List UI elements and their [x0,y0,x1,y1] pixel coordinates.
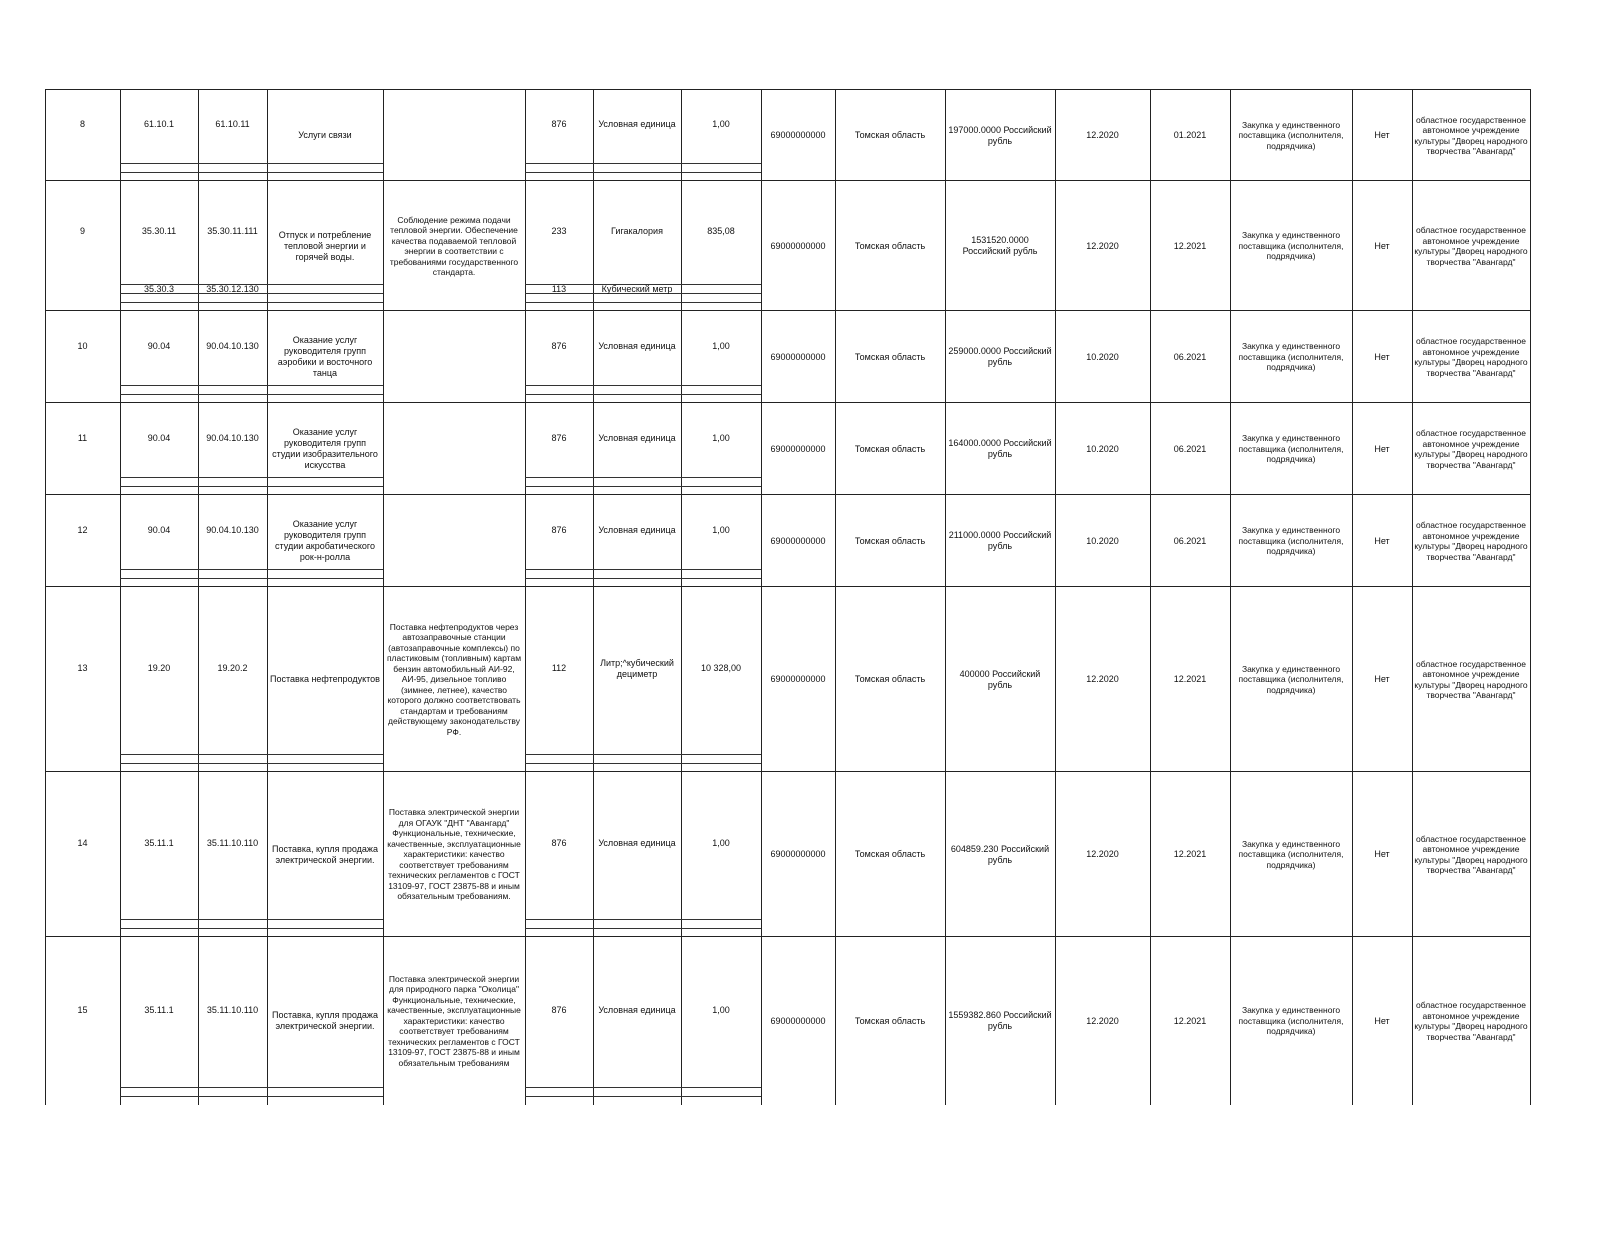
okato-code-cell: 69000000000 [770,443,826,454]
end-date-cell: 12.2021 [1173,1015,1207,1026]
unit-name-cell: Условная единица [598,838,676,848]
okato-code-cell: 69000000000 [770,240,826,251]
sub-unit-name: Кубический метр [601,284,673,294]
region-cell: Томская область [854,351,926,362]
sub-okpd2-code: 35.30.3 [143,284,175,294]
requirements-cell [383,495,525,587]
price-cell: 1531520.0000 Российский рубль [962,235,1038,256]
flag-cell: Нет [1374,240,1390,251]
price-cell: 211000.0000 Российский рубль [948,530,1052,551]
start-date-cell: 12.2020 [1086,1015,1119,1026]
price-cell: 164000.0000 Российский рубль [948,438,1052,459]
region-cell: Томская область [854,849,926,859]
customer-cell: областное государственное автономное учреждение культуры "Дворец народного творчества "Авангард" [1414,225,1528,267]
sub-okei-code: 113 [551,284,567,294]
row-number-cell: 8 [79,119,85,129]
unit-name-cell: Гигакалория [611,225,663,236]
table-row [45,936,1530,1105]
unit-name-cell: Условная единица [598,524,676,535]
unit-name-cell: Условная единица [598,1004,676,1015]
end-date-cell: 12.2021 [1173,849,1207,859]
quantity-cell: 1,00 [712,838,730,848]
requirements-cell [383,403,525,495]
item-name-cell: Оказание услуг руководителя групп студии акробатического рок-н-ролла [275,519,375,562]
okved2-code-cell: 90.04.10.130 [206,340,259,351]
flag-cell: Нет [1374,351,1390,362]
price-cell: 1559382.860 Российский рубль [948,1010,1052,1031]
customer-cell: областное государственное автономное учреждение культуры "Дворец народного творчества "Авангард" [1414,658,1528,700]
start-date-cell: 10.2020 [1086,351,1119,362]
okpd2-code-cell: 61.10.1 [143,119,175,129]
start-date-cell: 12.2020 [1086,130,1119,140]
customer-cell: областное государственное автономное учреждение культуры "Дворец народного творчества "Авангард" [1414,336,1528,378]
region-cell: Томская область [854,535,926,546]
okpd2-code-cell: 35.11.1 [144,1004,174,1015]
table-row [45,310,1530,403]
quantity-cell: 1,00 [712,1004,730,1015]
item-name-cell: Оказание услуг руководителя групп студии изобразительного искусства [272,427,378,470]
flag-cell: Нет [1374,674,1390,684]
row-number-cell: 12 [77,524,88,535]
okato-code-cell: 69000000000 [770,1015,826,1026]
customer-cell: областное государственное автономное учреждение культуры "Дворец народного творчества "Авангард" [1414,114,1528,156]
okpd2-code-cell: 90.04 [147,524,171,535]
okved2-code-cell: 35.11.10.110 [206,838,259,848]
okei-code-cell: 112 [551,663,567,673]
okei-code-cell: 876 [551,432,567,443]
requirements-cell: Поставка электрической энергии для ОГАУК "ДНТ "Авангард" Функциональные, технические, качественные, эксплуатационные характеристики: качество соответствует требованиям технических регламентов с ГОСТ 13109-97, ГОСТ 23875-88 и иным обязательным требованиям. [387,807,521,902]
okved2-code-cell: 61.10.11 [215,119,250,129]
end-date-cell: 06.2021 [1173,443,1207,454]
okved2-code-cell: 35.11.10.110 [206,1004,259,1015]
table-row [45,771,1530,937]
okpd2-code-cell: 19.20 [147,663,171,673]
region-cell: Томская область [854,1015,926,1026]
price-cell: 400000 Российский рубль [959,668,1041,690]
end-date-cell: 12.2021 [1173,240,1207,251]
quantity-cell: 835,08 [707,225,735,236]
quantity-cell: 1,00 [712,119,730,129]
okato-code-cell: 69000000000 [770,130,826,140]
okei-code-cell: 233 [551,225,567,236]
sub-okved2-code: 35.30.12.130 [206,284,259,294]
okei-code-cell: 876 [551,1004,567,1015]
price-cell: 604859.230 Российский рубль [950,843,1050,865]
procurement-method-cell: Закупка у единственного поставщика (исполнителя, подрядчика) [1238,433,1344,465]
okpd2-code-cell: 90.04 [147,340,171,351]
end-date-cell: 06.2021 [1173,351,1207,362]
region-cell: Томская область [854,443,926,454]
customer-cell: областное государственное автономное учреждение культуры "Дворец народного творчества "Авангард" [1414,428,1528,470]
okpd2-code-cell: 35.30.11 [141,225,177,236]
region-cell: Томская область [854,130,926,140]
end-date-cell: 01.2021 [1173,130,1207,140]
customer-cell: областное государственное автономное учреждение культуры "Дворец народного творчества "Авангард" [1414,833,1528,875]
item-name-cell: Поставка нефтепродуктов [270,674,380,684]
start-date-cell: 12.2020 [1086,849,1119,859]
quantity-cell: 1,00 [712,340,730,351]
procurement-method-cell: Закупка у единственного поставщика (исполнителя, подрядчика) [1238,341,1344,373]
okved2-code-cell: 90.04.10.130 [206,432,259,443]
unit-name-cell: Условная единица [598,340,676,351]
end-date-cell: 06.2021 [1173,535,1207,546]
okato-code-cell: 69000000000 [770,849,826,859]
flag-cell: Нет [1374,535,1390,546]
row-number-cell: 14 [77,838,88,848]
okved2-code-cell: 90.04.10.130 [206,524,259,535]
procurement-method-cell: Закупка у единственного поставщика (исполнителя, подрядчика) [1238,119,1344,151]
item-name-cell: Поставка, купля продажа электрической энергии. [272,1010,378,1031]
okpd2-code-cell: 90.04 [147,432,171,443]
procurement-method-cell: Закупка у единственного поставщика (исполнителя, подрядчика) [1238,838,1344,870]
flag-cell: Нет [1374,443,1390,454]
okved2-code-cell: 35.30.11.111 [207,225,258,236]
okato-code-cell: 69000000000 [770,674,826,684]
item-name-cell: Услуги связи [298,130,352,140]
price-cell: 259000.0000 Российский рубль [948,346,1052,367]
okei-code-cell: 876 [551,838,567,848]
quantity-cell: 1,00 [712,524,730,535]
unit-name-cell: Литр;^кубический дециметр [600,657,674,679]
okved2-code-cell: 19.20.2 [217,663,248,673]
start-date-cell: 12.2020 [1086,674,1119,684]
start-date-cell: 10.2020 [1086,443,1119,454]
row-number-cell: 11 [77,432,88,443]
requirements-cell: Поставка нефтепродуктов через автозаправочные станции (автозаправочные комплексы) по пластиковым (топливным) картам бензин автомобильный АИ-92, АИ-95, дизельное топливо (зимнее, летнее), качество которого должно соответствовать стандартам и требованиям действующему законодательству РФ. [386,621,522,737]
table-row [45,180,1530,311]
okpd2-code-cell: 35.11.1 [144,838,174,848]
quantity-cell: 10 328,00 [700,663,742,673]
procurement-method-cell: Закупка у единственного поставщика (исполнителя, подрядчика) [1238,663,1344,695]
unit-name-cell: Условная единица [598,119,676,129]
requirements-cell [383,311,525,403]
requirements-cell [383,90,525,181]
okei-code-cell: 876 [551,340,567,351]
table-right-border [1530,89,1531,1104]
row-number-cell: 15 [77,1004,88,1015]
okato-code-cell: 69000000000 [770,535,826,546]
table-row [45,586,1530,772]
unit-name-cell: Условная единица [598,432,676,443]
okei-code-cell: 876 [551,524,567,535]
region-cell: Томская область [854,674,926,684]
row-number-cell: 9 [79,225,85,236]
row-number-cell: 13 [77,663,88,673]
price-cell: 197000.0000 Российский рубль [948,124,1052,146]
requirements-cell: Поставка электрической энергии для природного парка "Околица" Функциональные, технические, качественные, эксплуатационные характеристики: качество соответствует требованиям технических регламентов с ГОСТ 13109-97, ГОСТ 23875-88 и иным обязательным требованиям [387,973,521,1068]
quantity-cell: 1,00 [712,432,730,443]
flag-cell: Нет [1374,130,1390,140]
item-name-cell: Отпуск и потребление тепловой энергии и горячей воды. [278,229,372,262]
procurement-method-cell: Закупка у единственного поставщика (исполнителя, подрядчика) [1238,525,1344,557]
flag-cell: Нет [1374,849,1390,859]
procurement-method-cell: Закупка у единственного поставщика (исполнителя, подрядчика) [1238,230,1344,262]
item-name-cell: Поставка, купля продажа электрической энергии. [272,843,378,865]
procurement-method-cell: Закупка у единственного поставщика (исполнителя, подрядчика) [1238,1005,1344,1037]
region-cell: Томская область [854,240,926,251]
table-row [45,494,1530,587]
start-date-cell: 10.2020 [1086,535,1119,546]
item-name-cell: Оказание услуг руководителя групп аэробики и восточного танца [277,335,373,378]
requirements-cell: Соблюдение режима подачи тепловой энергии. Обеспечение качества подаваемой тепловой энергии в соответствии с требованиями государственного стандарта. [389,214,519,277]
okei-code-cell: 876 [551,119,567,129]
flag-cell: Нет [1374,1015,1390,1026]
start-date-cell: 12.2020 [1086,240,1119,251]
table-row [45,402,1530,495]
table-row [45,89,1530,181]
okato-code-cell: 69000000000 [770,351,826,362]
row-number-cell: 10 [77,340,88,351]
end-date-cell: 12.2021 [1173,674,1207,684]
customer-cell: областное государственное автономное учреждение культуры "Дворец народного творчества "Авангард" [1414,1000,1528,1042]
customer-cell: областное государственное автономное учреждение культуры "Дворец народного творчества "Авангард" [1414,520,1528,562]
